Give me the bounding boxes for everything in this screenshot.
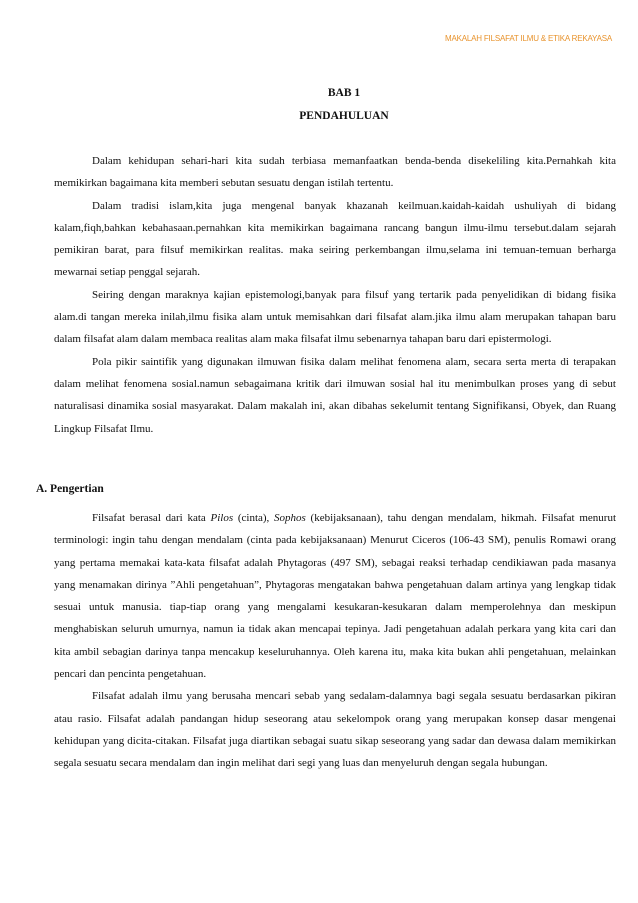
term-pilos: Pilos xyxy=(210,512,234,524)
section-a-paragraph-2: Filsafat adalah ilmu yang berusaha mencari sebab yang sedalam-dalamnya bagi segala sesuatu berdasarkan pikiran atau rasio. Filsafat adalah pandangan hidup seseorang atau sekelompok orang yang merupakan konsep dasar mengenai kehidupan yang dicita-citakan. Filsafat juga diartikan sebagai suatu sikap seseorang yang sadar dan dewasa dalam memikirkan segala sesuatu secara mendalam dan ingin melihat dari segi yang luas dan menyeluruh dengan segala hubungan. xyxy=(54,690,616,770)
intro-paragraph-2: Dalam tradisi islam,kita juga mengenal banyak khazanah keilmuan.kaidah-kaidah ushuliyah di bidang kalam,fiqh,bahkan kebahasaan.pernahkan kita memikirkan bagaimana rancang bangun ilmu-ilmu tersebut.dalam sejarah pemikiran barat, para filsuf memikirkan realitas. maka seiring perkembangan ilmu,selama ini temuan-temuan berharga mewarnai setiap penggal sejarah. xyxy=(54,199,616,279)
section-a-body xyxy=(54,507,616,775)
p1-mid: (cinta), xyxy=(233,512,275,524)
p1-lead: Filsafat berasal dari kata xyxy=(92,512,211,524)
intro-paragraph-3: Seiring dengan maraknya kajian epistemologi,banyak para filsuf yang tertarik pada penyelidikan di bidang fisika alam.di tangan mereka inilah,ilmu fisika alam untuk memisahkan dari filsafat alam.jika ilmu alam merupakan tahapan baru dalam filsafat alam dalam membaca realitas alam maka filsafat ilmu sebenarnya tahapan baru dari epistermologi. xyxy=(54,288,616,346)
chapter-title: PENDAHULUAN xyxy=(299,110,389,122)
chapter-heading xyxy=(0,82,638,128)
section-a-heading: A. Pengertian xyxy=(36,483,104,495)
section-a-paragraph-1 xyxy=(54,507,616,685)
intro-paragraph-4: Pola pikir saintifik yang digunakan ilmuwan fisika dalam melihat fenomena alam, secara serta merta di terapakan dalam melihat fenomena sosial.namun sebagaimana kritik dari ilmuwan sosial hal itu menimbulkan proses yang di sebut naturalisasi dinamika sosial masyarakat. Dalam makalah ini, akan dibahas sekelumit tentang Signifikansi, Obyek, dan Ruang Lingkup Filsafat Ilmu. xyxy=(54,355,616,435)
p1-rest: (kebijaksanaan), tahu dengan mendalam, hikmah. Filsafat menurut terminologi: ingin tahu dengan mendalam (cinta pada kebijaksanaan) Menurut Ciceros (106-43 SM), penulis Romawi orang yang pertama memakai kata-kata filsafat adalah Phytagoras (497 SM), sebagai reaksi terhadap cendikiawan pada masanya yang menamakan dirinya ”Ahli pengetahuan”, Phytagoras mengatakan bahwa pengetahuan dalam artinya yang lengkap tidak sesuai untuk manusia. tiap-tiap orang yang mengalami kesukaran-kesukaran dalam memperolehnya dan meskipun menghabiskan seluruh umurnya, namun ia tidak akan mencapai tepinya. Jadi pengetahuan adalah perkara yang kita cari dan kita ambil sebagian darinya tanpa mencakup keseluruhannya. Oleh karena itu, maka kita bukan ahli pengetahuan, melainkan pencari dan pencinta pengetahuan. xyxy=(54,512,616,681)
introduction-section xyxy=(54,150,616,440)
chapter-label: BAB 1 xyxy=(327,87,361,99)
running-header: MAKALAH FILSAFAT ILMU & ETIKA REKAYASA xyxy=(445,34,612,43)
intro-paragraph-1: Dalam kehidupan sehari-hari kita sudah terbiasa memanfaatkan benda-benda disekeliling kita.Pernahkah kita memikirkan bagaimana kita memberi sebutan sesuatu dengan istilah tertentu. xyxy=(54,155,616,190)
term-sophos: Sophos xyxy=(274,512,306,524)
